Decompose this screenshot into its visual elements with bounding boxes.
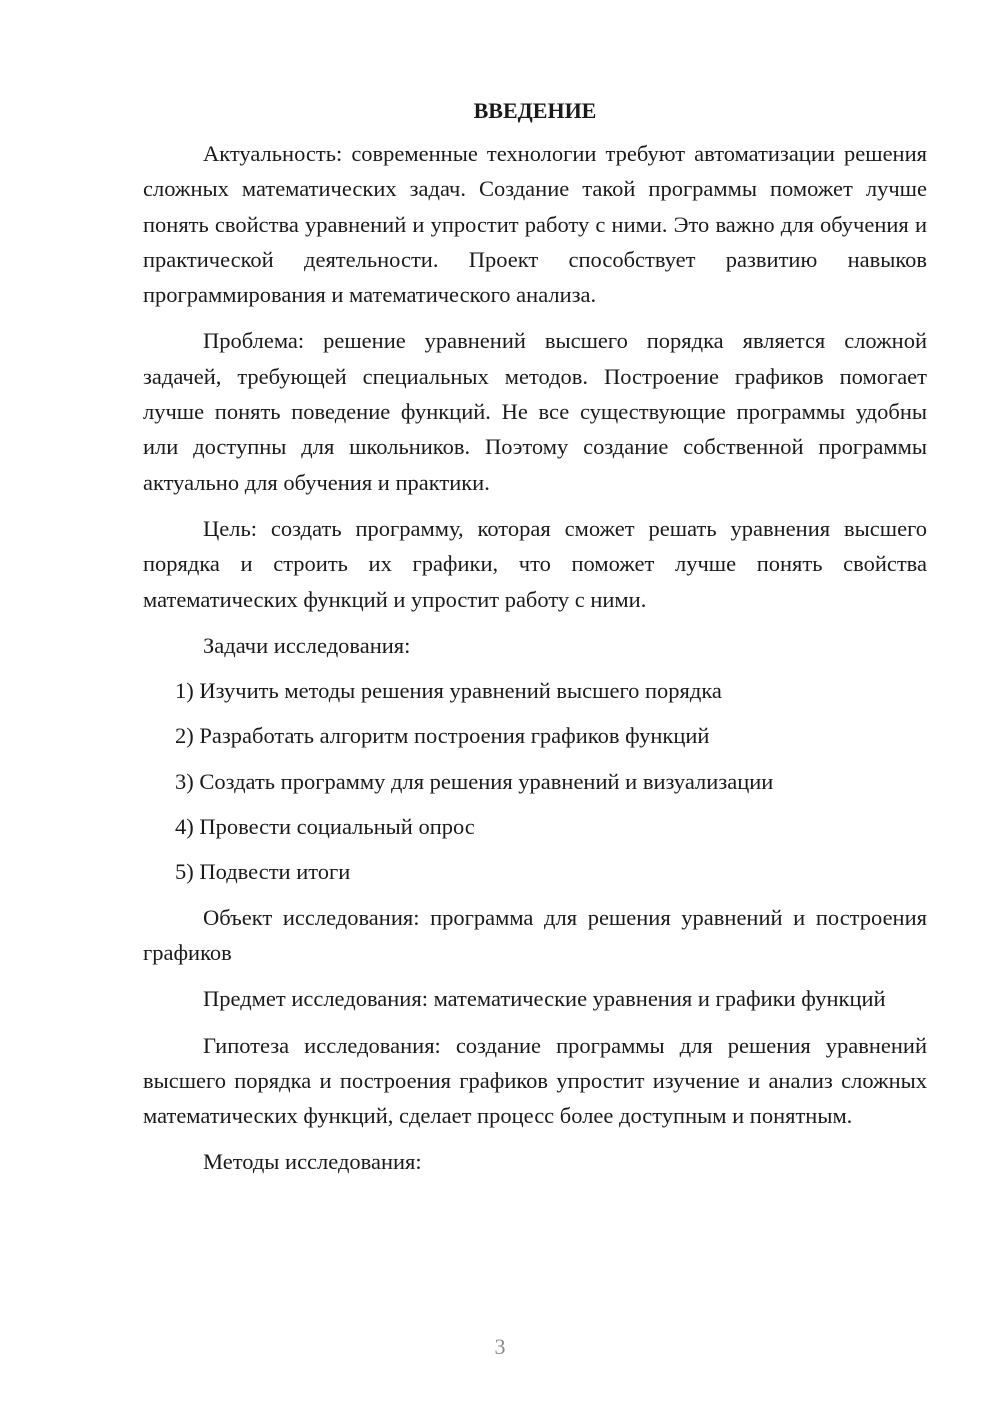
list-item: 4) Провести социальный опрос <box>175 814 475 840</box>
paragraph-hypothesis: Гипотеза исследования: создание программы для решения уравнений высшего порядка и построения графиков упростит изучение и анализ сложных математических функций, сделает процесс более доступным и понятным. <box>143 1032 927 1129</box>
section-heading: ВВЕДЕНИЕ <box>473 98 597 123</box>
list-item: 2) Разработать алгоритм построения графиков функций <box>175 723 710 749</box>
list-item: 3) Создать программу для решения уравнений и визуализации <box>175 768 774 794</box>
page-content <box>143 96 927 1190</box>
paragraph-goal: Цель: создать программу, которая сможет решать уравнения высшего порядка и строить их графики, что поможет лучше понять свойства математических функций и упростит работу с ними. <box>143 515 927 612</box>
paragraph-object: Объект исследования: программа для решения уравнений и построения графиков <box>143 904 927 965</box>
tasks-list <box>143 673 927 889</box>
list-item: 1) Изучить методы решения уравнений высшего порядка <box>175 678 722 704</box>
paragraph-tasks-intro: Задачи исследования: <box>203 632 411 658</box>
paragraph-problem: Проблема: решение уравнений высшего порядка является сложной задачей, требующей специальных методов. Построение графиков помогает лучше понять поведение функций. Не все существующие программы удобны или доступны для школьников. Поэтому создание собственной программы актуально для обучения и практики. <box>143 328 927 495</box>
paragraph-subject: Предмет исследования: математические уравнения и графики функций <box>203 986 886 1012</box>
page-number: 3 <box>494 1334 506 1359</box>
paragraph-relevance: Актуальность: современные технологии требуют автоматизации решения сложных математических задач. Создание такой программы поможет лучше понять свойства уравнений и упростит работу с ними. Это важно для обучения и практической деятельности. Проект способствует развитию навыков программирования и математического анализа. <box>143 141 927 308</box>
list-item: 5) Подвести итоги <box>175 859 351 885</box>
paragraph-methods-intro: Методы исследования: <box>203 1149 422 1175</box>
